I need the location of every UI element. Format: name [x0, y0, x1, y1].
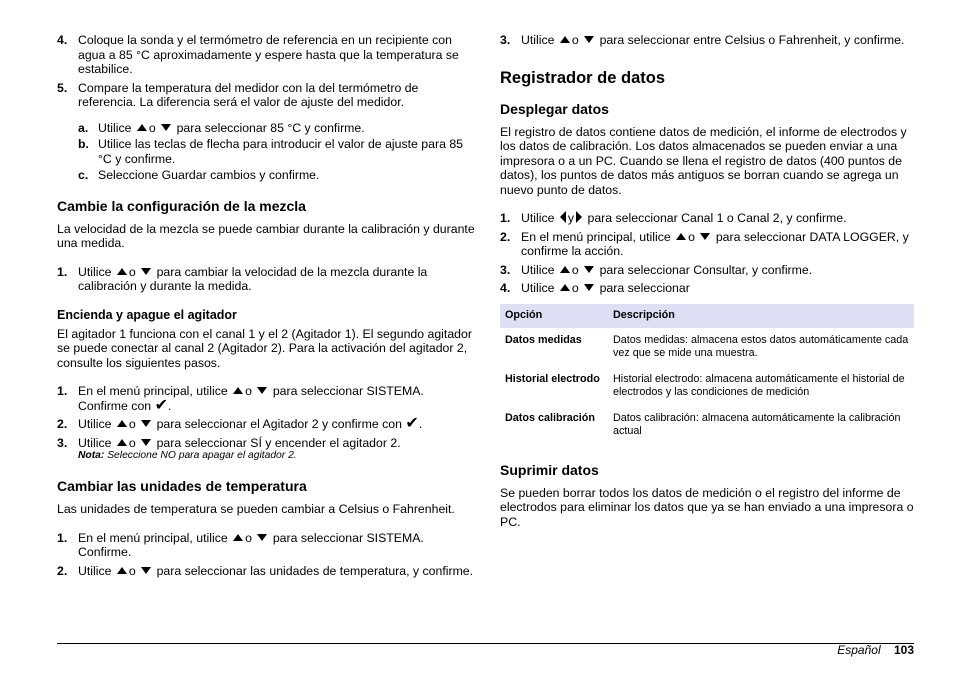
- column-header-option: Opción: [500, 304, 608, 328]
- step-5: [57, 81, 475, 110]
- table-row: [500, 405, 914, 444]
- up-arrow-icon: [137, 124, 147, 131]
- step-text: Utilice: [521, 33, 555, 47]
- step-text: En el menú principal, utilice: [521, 229, 671, 244]
- note: [78, 450, 475, 462]
- substep-text: Seleccione Guardar cambios y confirme.: [98, 168, 320, 182]
- temp-step-3: [500, 33, 914, 48]
- note-text: Seleccione NO para apagar el agitador 2.: [107, 450, 297, 461]
- description-cell: Historial electrodo: almacena automáticamente el historial de electrodos y las condiciones de medición: [608, 366, 914, 405]
- step-text: para seleccionar Canal 1 o Canal 2, y confirme.: [587, 211, 847, 225]
- up-arrow-icon: [676, 233, 686, 240]
- substep-b: [57, 137, 475, 166]
- step-text: para seleccionar Consultar, y confirme.: [599, 262, 813, 277]
- up-arrow-icon: [117, 268, 127, 275]
- step-text: Coloque la sonda y el termómetro de referencia en un recipiente con agua a 85 °C aproximadamente y espere hasta que la temperatura se estabilice.: [78, 33, 459, 76]
- footer: [837, 643, 914, 657]
- option-cell: Historial electrodo: [500, 366, 608, 405]
- page-number: 103: [893, 643, 914, 657]
- step-text: para seleccionar las unidades de temperatura, y confirme.: [156, 563, 474, 578]
- substep-a: [57, 121, 475, 136]
- footer-rule: [57, 643, 914, 644]
- substep-letter: b.: [78, 137, 89, 151]
- stirrer-heading: Encienda y apague el agitador: [57, 307, 237, 322]
- step-number: 2.: [500, 229, 511, 244]
- step-number: 2.: [57, 563, 68, 578]
- down-arrow-icon: [700, 233, 710, 240]
- delete-body: Se pueden borrar todos los datos de medición o el registro del informe de electrodos para eliminar los datos que ya se han enviado a una impresora o PC.: [500, 485, 914, 529]
- step-text: Utilice: [78, 264, 112, 279]
- step-number: 3.: [57, 435, 68, 450]
- step-number: 1.: [57, 264, 68, 279]
- step-text: En el menú principal, utilice: [78, 530, 228, 545]
- table-row: [500, 366, 914, 405]
- step-number: 5.: [57, 80, 68, 95]
- step-number: 3.: [500, 262, 511, 277]
- stirrer-step-3: [57, 436, 475, 463]
- down-arrow-icon: [584, 266, 594, 273]
- step-text: o: [245, 384, 252, 398]
- checkmark-icon: ✔: [154, 396, 168, 414]
- display-step-4: [500, 281, 914, 296]
- display-heading: Desplegar datos: [500, 100, 609, 117]
- down-arrow-icon: [584, 36, 594, 43]
- step-text: o: [571, 281, 579, 295]
- step-number: 2.: [57, 417, 68, 431]
- right-arrow-icon: [576, 211, 582, 223]
- up-arrow-icon: [560, 36, 570, 43]
- step-text: o: [571, 33, 579, 47]
- display-step-3: [500, 263, 914, 278]
- table-header-row: [500, 304, 914, 328]
- option-cell: Datos medidas: [500, 328, 608, 367]
- step-number: 1.: [500, 211, 511, 225]
- step-text: Utilice: [78, 435, 112, 450]
- delete-heading: Suprimir datos: [500, 461, 599, 478]
- display-step-1: [500, 211, 914, 226]
- down-arrow-icon: [141, 420, 151, 427]
- logger-heading: Registrador de datos: [500, 68, 666, 87]
- step-text: y: [567, 211, 575, 225]
- step-text: .: [167, 398, 172, 413]
- step-text: para seleccionar SÍ y encender el agitador 2.: [156, 435, 401, 450]
- step-text: o: [128, 264, 136, 279]
- up-arrow-icon: [560, 284, 570, 291]
- step-text: para seleccionar el Agitador 2 y confirme con: [156, 417, 402, 431]
- column-header-description: Descripción: [608, 304, 914, 328]
- down-arrow-icon: [161, 124, 171, 131]
- temp-step-1: [57, 531, 475, 560]
- step-4: [57, 33, 475, 77]
- step-text: o: [128, 417, 136, 431]
- step-text: Utilice: [78, 417, 112, 431]
- checkmark-icon: ✔: [405, 415, 419, 432]
- up-arrow-icon: [117, 439, 127, 446]
- down-arrow-icon: [257, 387, 267, 394]
- left-arrow-icon: [560, 211, 566, 223]
- step-number: 3.: [500, 33, 511, 47]
- option-cell: Datos calibración: [500, 405, 608, 444]
- footer-language: Español: [837, 643, 881, 657]
- step-text: o: [128, 563, 136, 578]
- temp-body: Las unidades de temperatura se pueden cambiar a Celsius o Fahrenheit.: [57, 502, 455, 516]
- step-text: En el menú principal, utilice: [78, 384, 228, 398]
- step-text: para seleccionar DATA LOGGER, y confirme la acción.: [521, 229, 909, 258]
- note-label: Nota:: [78, 450, 105, 461]
- substep-letter: c.: [78, 168, 89, 182]
- step-text: para seleccionar SISTEMA. Confirme.: [78, 530, 424, 559]
- table-row: [500, 328, 914, 367]
- description-cell: Datos calibración: almacena automáticamente la calibración actual: [608, 405, 914, 444]
- substep-text: para seleccionar 85 °C y confirme.: [176, 120, 365, 135]
- down-arrow-icon: [584, 284, 594, 291]
- display-body: El registro de datos contiene datos de medición, el informe de electrodos y los datos de calibración. Los datos almacenados se pueden enviar a una impresora o a un PC. Cuando se llena el registro de datos (400 puntos de datos), los puntos de datos más antiguos se borran cuando se agrega un nuevo punto de datos.: [500, 124, 907, 197]
- stirrer-body: El agitador 1 funciona con el canal 1 y el 2 (Agitador 1). El segundo agitador se puede conectar al canal 2 (Agitador 2). Para la activación del agitador 2, consulte los siguientes pasos.: [57, 326, 472, 370]
- options-table: [500, 304, 914, 445]
- up-arrow-icon: [560, 266, 570, 273]
- substep-text: o: [148, 120, 156, 135]
- up-arrow-icon: [117, 420, 127, 427]
- step-number: 4.: [500, 281, 511, 295]
- step-text: Utilice: [521, 211, 555, 225]
- mix-step-1: [57, 265, 475, 294]
- step-text: para seleccionar: [599, 281, 690, 295]
- stirrer-step-2: [57, 417, 475, 432]
- right-column: [500, 33, 914, 529]
- step-text: Utilice: [78, 563, 112, 578]
- down-arrow-icon: [141, 439, 151, 446]
- description-cell: Datos medidas: almacena estos datos automáticamente cada vez que se mide una muestra.: [608, 328, 914, 367]
- step-text: .: [418, 417, 423, 431]
- step-text: o: [688, 229, 695, 244]
- step-text: o: [571, 262, 579, 277]
- step-text: Utilice: [521, 262, 555, 277]
- up-arrow-icon: [233, 387, 243, 394]
- substep-text: Utilice las teclas de flecha para introducir el valor de ajuste para 85 °C y confirme.: [98, 137, 464, 166]
- left-column: [57, 33, 475, 578]
- step-number: 4.: [57, 33, 68, 47]
- display-step-2: [500, 230, 914, 259]
- temp-heading: Cambiar las unidades de temperatura: [57, 478, 307, 494]
- stirrer-step-1: [57, 384, 475, 413]
- step-text: para seleccionar SISTEMA. Confirme con: [78, 384, 424, 413]
- substep-letter: a.: [78, 120, 89, 135]
- temp-step-2: [57, 564, 475, 579]
- step-number: 1.: [57, 530, 68, 545]
- substep-text: Utilice: [98, 120, 132, 135]
- up-arrow-icon: [117, 567, 127, 574]
- down-arrow-icon: [257, 534, 267, 541]
- up-arrow-icon: [233, 534, 243, 541]
- step-text: Utilice: [521, 281, 555, 295]
- mix-body: La velocidad de la mezcla se puede cambiar durante la calibración y durante una medida.: [57, 221, 475, 250]
- step-text: o: [128, 435, 136, 450]
- step-text: para seleccionar entre Celsius o Fahrenheit, y confirme.: [599, 33, 905, 47]
- mix-heading: Cambie la configuración de la mezcla: [57, 197, 306, 214]
- down-arrow-icon: [141, 268, 151, 275]
- step-number: 1.: [57, 384, 68, 398]
- step-text: o: [245, 530, 252, 545]
- down-arrow-icon: [141, 567, 151, 574]
- substep-c: [57, 168, 475, 183]
- step-text: para cambiar la velocidad de la mezcla durante la calibración y durante la medida.: [78, 264, 428, 293]
- step-text: Compare la temperatura del medidor con la del termómetro de referencia. La diferencia será el valor de ajuste del medidor.: [78, 80, 419, 109]
